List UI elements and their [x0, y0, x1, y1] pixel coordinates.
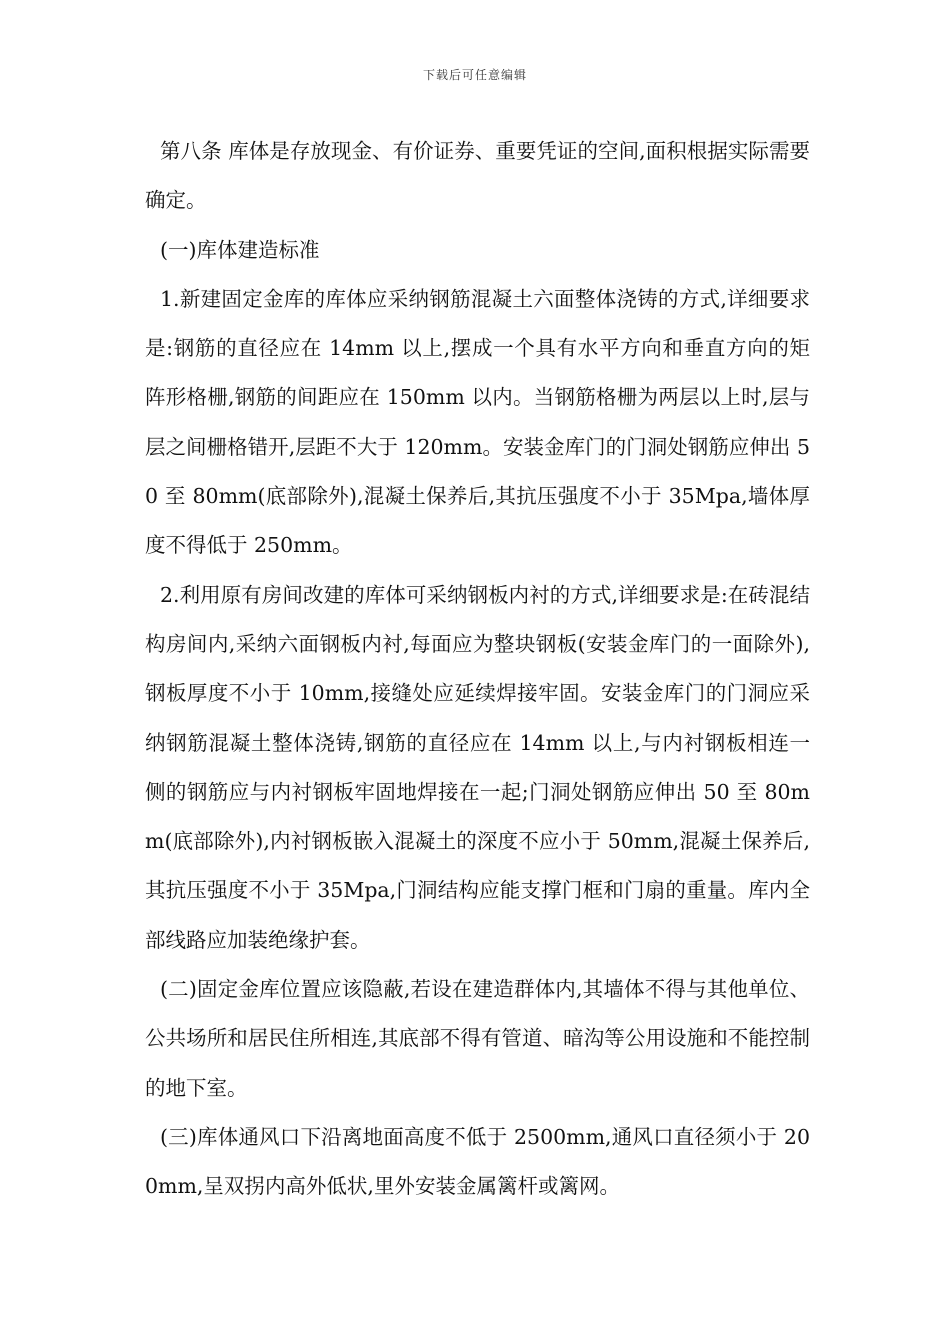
paragraph-section-3: (三)库体通风口下沿离地面高度不低于 2500mm,通风口直径须小于 200mm,呈双拐内高外低状,里外安装金属篱杆或篱网。 — [145, 1124, 810, 1199]
paragraph-item-1: 1.新建固定金库的库体应采纳钢筋混凝土六面整体浇铸的方式,详细要求是:钢筋的直径应在 14mm 以上,摆成一个具有水平方向和垂直方向的矩阵形格栅,钢筋的间距应在 150mm 以内。当钢筋格栅为两层以上时,层与层之间栅格错开,层距不大于 120mm。安装金库门的门洞处钢筋应伸出 50 至 80mm(底部除外),混凝土保养后,其抗压强度不小于 35Mpa,墙体厚度不得低于 250mm。 — [145, 286, 810, 558]
paragraph-item-2: 2.利用原有房间改建的库体可采纳钢板内衬的方式,详细要求是:在砖混结构房间内,采纳六面钢板内衬,每面应为整块钢板(安装金库门的一面除外),钢板厚度不小于 10mm,接缝处应延续焊接牢固。安装金库门的门洞应采纳钢筋混凝土整体浇铸,钢筋的直径应在 14mm 以上,与内衬钢板相连一侧的钢筋应与内衬钢板牢固地焊接在一起;门洞处钢筋应伸出 50 至 80mm(底部除外),内衬钢板嵌入混凝土的深度不应小于 50mm,混凝土保养后,其抗压强度不小于 35Mpa,门洞结构应能支撑门框和门扇的重量。库内全部线路应加装绝缘护套。 — [145, 582, 810, 952]
paragraph-section-2: (二)固定金库位置应该隐蔽,若设在建造群体内,其墙体不得与其他单位、公共场所和居民住所相连,其底部不得有管道、暗沟等公用设施和不能控制的地下室。 — [145, 977, 810, 1100]
document-body — [145, 127, 810, 1212]
page-header: 下载后可任意编辑 — [422, 68, 527, 82]
paragraph-article-8: 第八条 库体是存放现金、有价证券、重要凭证的空间,面积根据实际需要确定。 — [145, 139, 810, 213]
paragraph-section-1-heading: (一)库体建造标准 — [160, 237, 320, 262]
